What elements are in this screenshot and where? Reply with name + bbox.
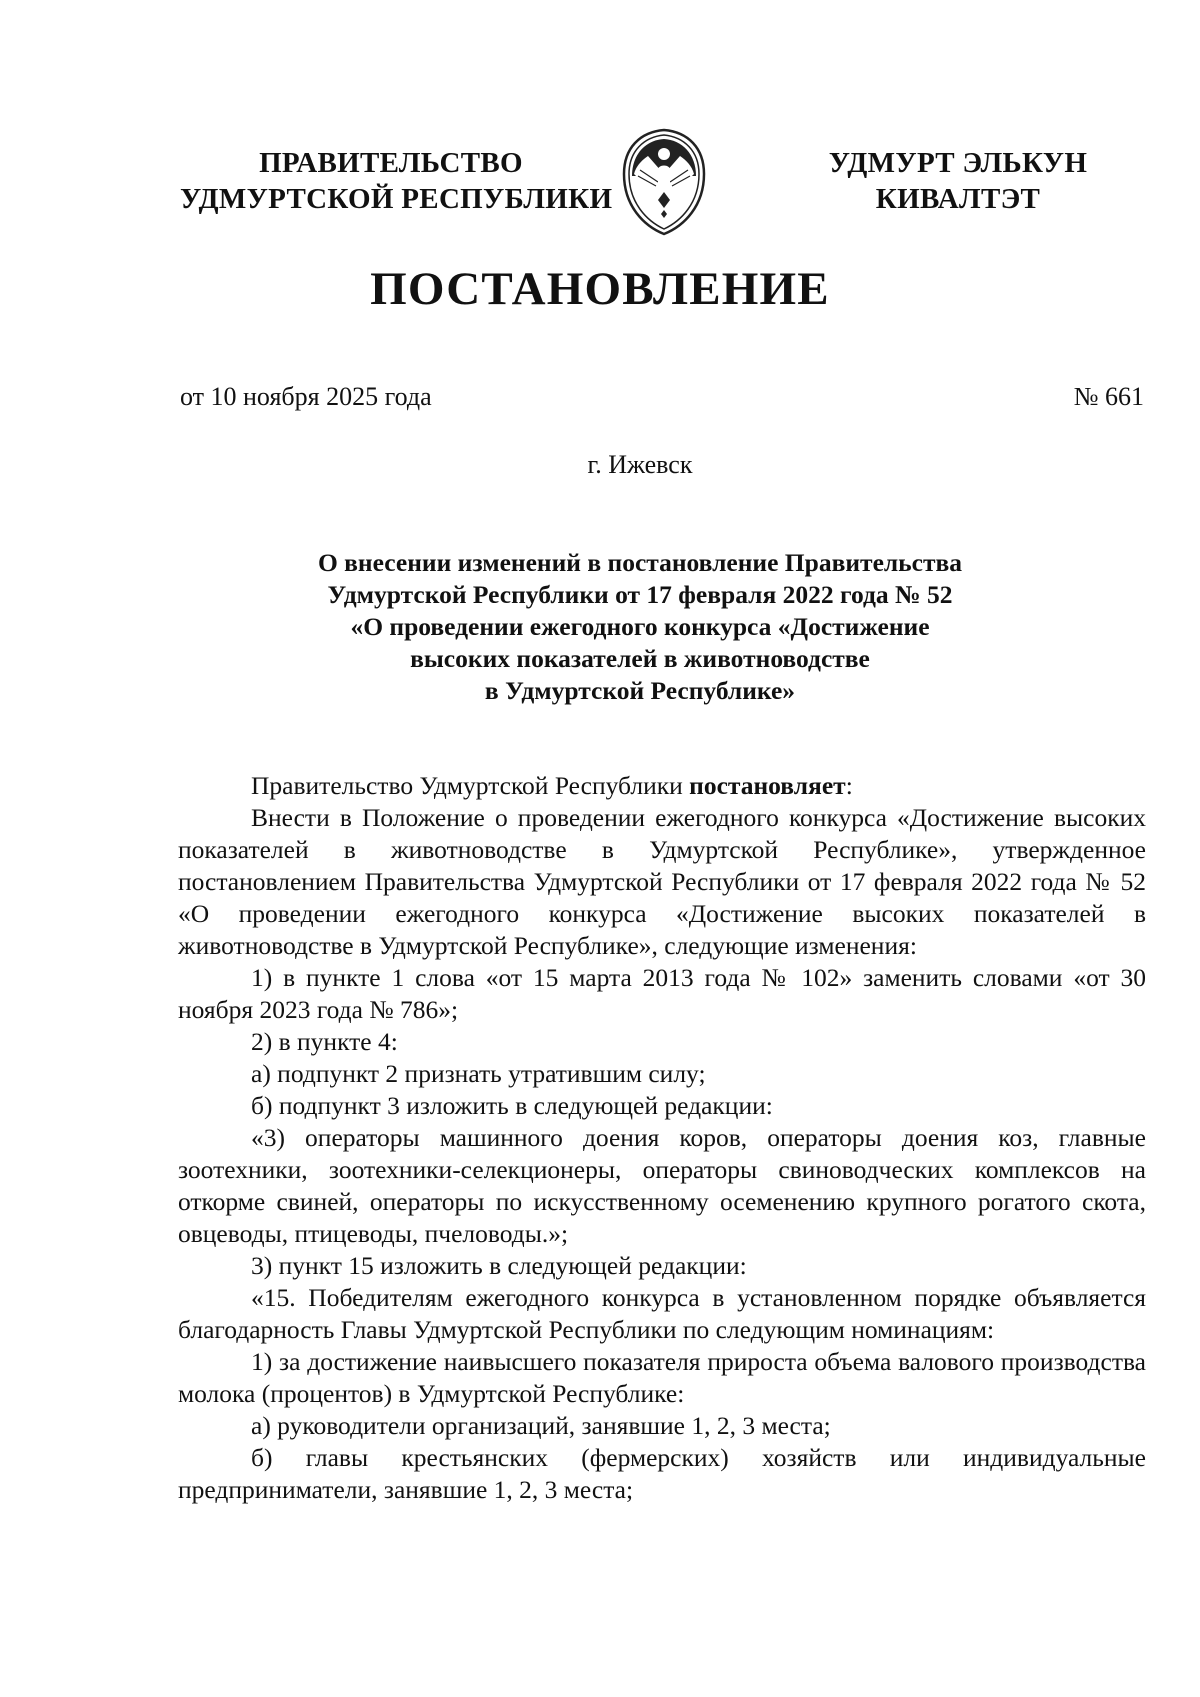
document-title-line: «О проведении ежегодного конкурса «Достижение xyxy=(350,612,930,641)
document-title-line: в Удмуртской Республике» xyxy=(484,676,796,705)
document-title-line: высоких показателей в животноводстве xyxy=(410,644,870,673)
document-title-line: О внесении изменений в постановление Правительства xyxy=(317,548,963,577)
document-type-heading: ПОСТАНОВЛЕНИЕ xyxy=(370,263,830,315)
document-header xyxy=(0,143,1200,243)
organization-name-russian xyxy=(180,145,613,217)
intro-paragraph: Внести в Положение о проведении ежегодного конкурса «Достижение высоких показателей в животноводстве в Удмуртской Республике», утвержденное постановлением Правительства Удмуртской Республики от 17 февраля 2022 года № 52 «О проведении ежегодного конкурса «Достижение высоких показателей в животноводстве в Удмуртской Республике», следующие изменения: xyxy=(178,803,1146,960)
organization-name-udmurt xyxy=(818,145,1098,217)
document-title-line: Удмуртской Республики от 17 февраля 2022 года № 52 xyxy=(327,580,953,609)
list-item: б) подпункт 3 изложить в следующей редакции: xyxy=(251,1091,773,1120)
document-body xyxy=(178,770,1146,1506)
preamble-colon: : xyxy=(845,771,853,800)
list-item: «15. Победителям ежегодного конкурса в установленном порядке объявляется благодарность Главы Удмуртской Республики по следующим номинациям: xyxy=(178,1283,1146,1344)
preamble-paragraph xyxy=(178,770,1146,802)
list-item: а) руководители организаций, занявшие 1, 2, 3 места; xyxy=(251,1411,831,1440)
list-item: 1) в пункте 1 слова «от 15 марта 2013 года № 102» заменить словами «от 30 ноября 2023 года № 786»; xyxy=(178,963,1146,1024)
list-item: 3) пункт 15 изложить в следующей редакции: xyxy=(251,1251,747,1280)
coat-of-arms-icon xyxy=(618,126,710,238)
organization-name-udmurt-line1: УДМУРТ ЭЛЬКУН xyxy=(828,147,1088,179)
organization-name-russian-line1: ПРАВИТЕЛЬСТВО xyxy=(259,147,523,179)
preamble-text: Правительство Удмуртской Республики xyxy=(251,771,690,800)
document-title xyxy=(240,547,1040,707)
list-item: 1) за достижение наивысшего показателя прироста объема валового производства молока (процентов) в Удмуртской Республике: xyxy=(178,1347,1146,1408)
document-date: от 10 ноября 2025 года xyxy=(180,382,432,411)
list-item: 2) в пункте 4: xyxy=(251,1027,398,1056)
list-item: а) подпункт 2 признать утратившим силу; xyxy=(251,1059,706,1088)
document-number: № 661 xyxy=(1073,382,1144,411)
preamble-verb: постановляет xyxy=(689,771,846,800)
document-city: г. Ижевск xyxy=(587,450,693,479)
organization-name-russian-line2: УДМУРТСКОЙ РЕСПУБЛИКИ xyxy=(180,183,613,215)
organization-name-udmurt-line2: КИВАЛТЭТ xyxy=(875,183,1041,215)
list-item: «3) операторы машинного доения коров, операторы доения коз, главные зоотехники, зоотехники-селекционеры, операторы свиноводческих комплексов на откорме свиней, операторы по искусственному осеменению крупного рогатого скота, овцеводы, птицеводы, пчеловоды.»; xyxy=(178,1123,1146,1248)
list-item: б) главы крестьянских (фермерских) хозяйств или индивидуальные предприниматели, занявшие 1, 2, 3 места; xyxy=(178,1443,1146,1504)
